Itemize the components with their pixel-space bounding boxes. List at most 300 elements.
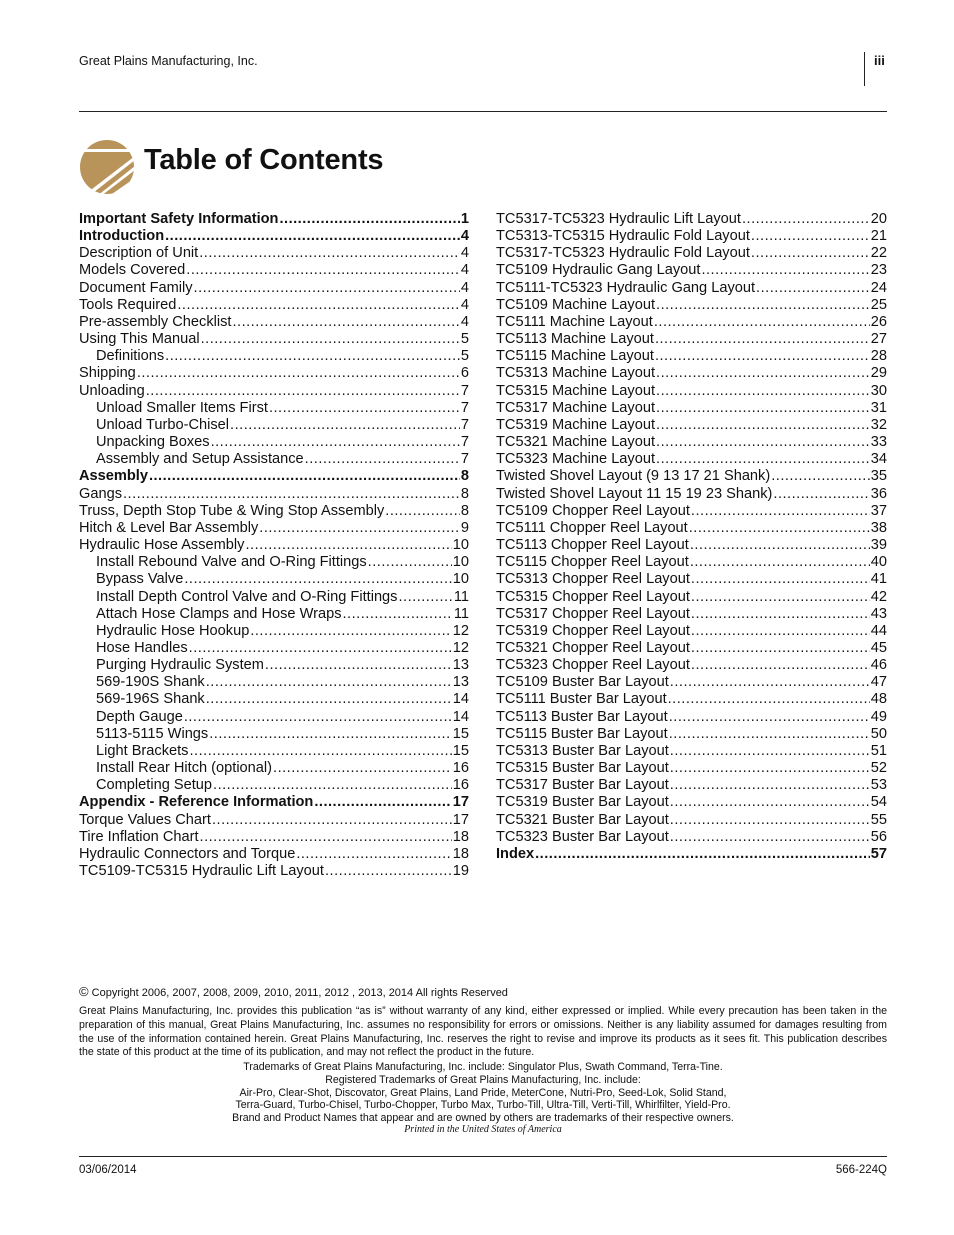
toc-entry[interactable] bbox=[79, 279, 469, 297]
toc-leader-dots bbox=[385, 502, 460, 520]
toc-leader-dots bbox=[232, 313, 459, 331]
toc-leader-dots bbox=[691, 502, 870, 520]
toc-entry-title: Important Safety Information bbox=[79, 211, 279, 227]
toc-entry-page: 25 bbox=[870, 296, 887, 313]
toc-entry-page: 5 bbox=[460, 348, 469, 365]
toc-entry-title: 569-190S Shank bbox=[96, 674, 205, 691]
toc-leader-dots bbox=[691, 656, 870, 674]
toc-entry[interactable] bbox=[496, 450, 887, 468]
toc-entry[interactable] bbox=[496, 502, 887, 520]
toc-leader-dots bbox=[273, 759, 452, 777]
toc-entry[interactable] bbox=[496, 690, 887, 708]
toc-leader-dots bbox=[259, 519, 460, 537]
toc-entry[interactable] bbox=[79, 244, 469, 262]
toc-entry-page: 1 bbox=[460, 211, 469, 227]
toc-entry-page: 4 bbox=[460, 262, 469, 279]
toc-leader-dots bbox=[305, 450, 460, 468]
toc-entry[interactable] bbox=[496, 811, 887, 829]
toc-entry-page: 10 bbox=[452, 537, 469, 554]
toc-entry-page: 4 bbox=[460, 296, 469, 313]
toc-entry[interactable] bbox=[79, 330, 469, 348]
toc-entry[interactable] bbox=[496, 347, 887, 365]
toc-entry-page: 7 bbox=[460, 434, 469, 451]
toc-entry-title: Unload Smaller Items First bbox=[96, 399, 268, 416]
toc-entry-title: TC5315 Buster Bar Layout bbox=[496, 760, 669, 777]
toc-leader-dots bbox=[689, 519, 870, 537]
toc-leader-dots bbox=[250, 622, 451, 640]
toc-entry-page: 15 bbox=[452, 742, 469, 759]
toc-entry-title: 5113-5115 Wings bbox=[96, 725, 209, 742]
toc-leader-dots bbox=[206, 673, 452, 691]
toc-leader-dots bbox=[742, 210, 870, 228]
toc-entry-title: Truss, Depth Stop Tube & Wing Stop Assembly bbox=[79, 502, 385, 519]
toc-entry-page: 10 bbox=[452, 571, 469, 588]
toc-entry-title: TC5313 Machine Layout bbox=[496, 365, 656, 382]
toc-entry-title: TC5113 Chopper Reel Layout bbox=[496, 537, 689, 554]
toc-entry-page: 56 bbox=[870, 828, 887, 845]
toc-entry-page: 24 bbox=[870, 279, 887, 296]
header-rule bbox=[79, 111, 887, 112]
toc-leader-dots bbox=[189, 742, 451, 760]
toc-entry-page: 5 bbox=[460, 331, 469, 348]
toc-entry[interactable] bbox=[496, 708, 887, 726]
toc-entry-page: 41 bbox=[870, 571, 887, 588]
toc-entry[interactable] bbox=[79, 776, 469, 794]
toc-entry-title: TC5319 Chopper Reel Layout bbox=[496, 622, 690, 639]
toc-leader-dots bbox=[149, 467, 460, 485]
toc-leader-dots bbox=[756, 279, 870, 297]
toc-entry-title: Install Depth Control Valve and O-Ring Fittings bbox=[96, 588, 398, 605]
toc-leader-dots bbox=[212, 811, 452, 829]
toc-entry-title: Index bbox=[496, 845, 535, 862]
disclaimer: Great Plains Manufacturing, Inc. provides this publication “as is” without warranty of any kind, either expressed or implied. While every precaution has been taken in the preparation of this manual, Great Plains Manufacturing, Inc. assumes no responsibility for errors or omissions. Neither is any liability assumed for damages resulting from the use of the information contained herein. Great Plains Manufacturing, Inc. reserves the right to revise and improve its products as it sees fit. This publication describes the state of this product at the time of its publication, and may not reflect the product in the future. bbox=[79, 1005, 887, 1059]
toc-entry-page: 13 bbox=[452, 657, 469, 674]
toc-entry-title: Definitions bbox=[96, 348, 165, 365]
toc-entry-page: 11 bbox=[453, 605, 469, 622]
toc-entry-title: Using This Manual bbox=[79, 331, 200, 348]
toc-entry[interactable] bbox=[496, 673, 887, 691]
printed-in-note: Printed in the United States of America bbox=[404, 1124, 562, 1135]
toc-entry-page: 7 bbox=[460, 451, 469, 468]
toc-entry-title: Install Rebound Valve and O-Ring Fittings bbox=[96, 554, 367, 571]
toc-entry-page: 21 bbox=[870, 228, 887, 245]
toc-leader-dots bbox=[751, 227, 870, 245]
trademarks-line: Registered Trademarks of Great Plains Manufacturing, Inc. include: bbox=[325, 1074, 641, 1086]
toc-entry[interactable] bbox=[79, 467, 469, 485]
toc-entry-page: 12 bbox=[452, 640, 469, 656]
toc-entry[interactable] bbox=[79, 656, 469, 674]
toc-leader-dots bbox=[670, 742, 870, 760]
toc-leader-dots bbox=[189, 639, 452, 657]
toc-entry-page: 44 bbox=[870, 622, 887, 639]
toc-entry-page: 4 bbox=[460, 279, 469, 296]
toc-leader-dots bbox=[656, 416, 870, 434]
toc-entry-page: 42 bbox=[870, 588, 887, 605]
toc-entry-page: 16 bbox=[452, 760, 469, 777]
toc-entry-title: TC5111 Chopper Reel Layout bbox=[496, 519, 688, 536]
toc-entry[interactable] bbox=[79, 793, 469, 811]
toc-entry[interactable] bbox=[496, 519, 887, 537]
copyright-line bbox=[79, 984, 508, 999]
toc-entry-title: TC5321 Chopper Reel Layout bbox=[496, 640, 690, 656]
toc-entry[interactable] bbox=[79, 416, 469, 434]
toc-leader-dots bbox=[668, 690, 870, 708]
toc-entry-title: Unpacking Boxes bbox=[96, 434, 210, 451]
toc-entry[interactable] bbox=[79, 742, 469, 760]
toc-entry-title: Description of Unit bbox=[79, 245, 199, 262]
page-title: Table of Contents bbox=[144, 144, 384, 176]
great-plains-logo-icon bbox=[79, 138, 135, 196]
toc-entry[interactable] bbox=[79, 588, 469, 606]
toc-entry[interactable] bbox=[496, 399, 887, 417]
toc-leader-dots bbox=[265, 656, 452, 674]
toc-entry-title: TC5323 Machine Layout bbox=[496, 451, 656, 468]
toc-leader-dots bbox=[771, 467, 870, 485]
toc-entry[interactable] bbox=[496, 261, 887, 279]
toc-entry-title: Appendix - Reference Information bbox=[79, 794, 314, 811]
toc-entry-page: 40 bbox=[870, 554, 887, 571]
toc-leader-dots bbox=[773, 485, 869, 503]
footer-date: 03/06/2014 bbox=[79, 1164, 137, 1176]
toc-entry[interactable] bbox=[79, 725, 469, 743]
toc-entry-title: Unloading bbox=[79, 382, 145, 399]
toc-entry-title: 569-196S Shank bbox=[96, 691, 205, 708]
toc-entry-page: 34 bbox=[870, 451, 887, 468]
toc-entry[interactable] bbox=[496, 210, 887, 228]
trademarks-line: Terra-Guard, Turbo-Chisel, Turbo-Chopper, Turbo Max, Turbo-Till, Ultra-Till, Verti-Till, Whirlfilter, Yield-Pro. bbox=[235, 1099, 731, 1111]
toc-entry-title: TC5109 Hydraulic Gang Layout bbox=[496, 262, 701, 279]
toc-entry[interactable] bbox=[496, 828, 887, 846]
toc-entry[interactable] bbox=[496, 639, 887, 657]
toc-entry-title: TC5313-TC5315 Hydraulic Fold Layout bbox=[496, 228, 750, 245]
toc-entry-page: 36 bbox=[870, 485, 887, 502]
toc-entry-page: 7 bbox=[460, 382, 469, 399]
toc-entry[interactable] bbox=[496, 553, 887, 571]
toc-leader-dots bbox=[206, 690, 452, 708]
toc-entry-page: 53 bbox=[870, 777, 887, 794]
toc-entry-title: Hose Handles bbox=[96, 640, 188, 656]
toc-entry-page: 20 bbox=[870, 211, 887, 227]
toc-entry-title: Twisted Shovel Layout (9 13 17 21 Shank) bbox=[496, 468, 771, 485]
toc-entry-page: 4 bbox=[460, 313, 469, 330]
toc-entry-title: TC5313 Buster Bar Layout bbox=[496, 742, 669, 759]
toc-entry-title: Tools Required bbox=[79, 296, 177, 313]
toc-leader-dots bbox=[691, 588, 870, 606]
toc-entry[interactable] bbox=[79, 570, 469, 588]
toc-entry[interactable] bbox=[79, 227, 469, 245]
toc-entry-title: Assembly bbox=[79, 468, 148, 485]
toc-entry-page: 12 bbox=[452, 622, 469, 639]
toc-entry-page: 8 bbox=[460, 485, 469, 502]
toc-entry-page: 4 bbox=[460, 245, 469, 262]
toc-entry-page: 8 bbox=[460, 502, 469, 519]
toc-entry-title: TC5115 Chopper Reel Layout bbox=[496, 554, 689, 571]
toc-entry[interactable] bbox=[79, 553, 469, 571]
toc-leader-dots bbox=[656, 382, 870, 400]
toc-entry[interactable] bbox=[496, 433, 887, 451]
toc-entry-page: 57 bbox=[870, 845, 887, 862]
toc-leader-dots bbox=[656, 364, 870, 382]
toc-entry[interactable] bbox=[496, 296, 887, 314]
toc-entry-title: TC5111 Machine Layout bbox=[496, 313, 653, 330]
toc-leader-dots bbox=[199, 244, 460, 262]
toc-entry[interactable] bbox=[79, 845, 469, 863]
toc-entry-title: TC5317 Buster Bar Layout bbox=[496, 777, 669, 794]
toc-entry-page: 28 bbox=[870, 348, 887, 365]
toc-leader-dots bbox=[325, 862, 452, 880]
toc-entry[interactable] bbox=[496, 416, 887, 434]
toc-entry-page: 43 bbox=[870, 605, 887, 622]
toc-leader-dots bbox=[670, 828, 870, 846]
toc-leader-dots bbox=[200, 828, 452, 846]
toc-entry[interactable] bbox=[496, 656, 887, 674]
toc-entry[interactable] bbox=[496, 793, 887, 811]
toc-entry-title: Unload Turbo-Chisel bbox=[96, 416, 230, 433]
toc-entry[interactable] bbox=[496, 759, 887, 777]
toc-entry[interactable] bbox=[496, 244, 887, 262]
toc-entry-title: TC5321 Buster Bar Layout bbox=[496, 811, 669, 828]
toc-entry[interactable] bbox=[79, 485, 469, 503]
toc-entry-page: 23 bbox=[870, 262, 887, 279]
toc-leader-dots bbox=[137, 364, 460, 382]
toc-entry-page: 52 bbox=[870, 760, 887, 777]
toc-entry[interactable] bbox=[79, 708, 469, 726]
toc-entry-title: Models Covered bbox=[79, 262, 186, 279]
toc-leader-dots bbox=[296, 845, 451, 863]
toc-entry-page: 10 bbox=[452, 554, 469, 571]
toc-entry[interactable] bbox=[79, 296, 469, 314]
toc-entry-page: 29 bbox=[870, 365, 887, 382]
header-company: Great Plains Manufacturing, Inc. bbox=[79, 54, 258, 68]
toc-entry[interactable] bbox=[496, 588, 887, 606]
toc-entry-page: 4 bbox=[460, 228, 469, 245]
toc-entry-title: TC5115 Buster Bar Layout bbox=[496, 725, 668, 742]
toc-entry-page: 30 bbox=[870, 382, 887, 399]
toc-entry[interactable] bbox=[79, 673, 469, 691]
toc-entry-title: TC5313 Chopper Reel Layout bbox=[496, 571, 690, 588]
toc-entry-title: Pre-assembly Checklist bbox=[79, 313, 232, 330]
toc-entry-page: 37 bbox=[870, 502, 887, 519]
toc-entry[interactable] bbox=[496, 313, 887, 331]
toc-leader-dots bbox=[691, 639, 870, 657]
trademarks-line: Trademarks of Great Plains Manufacturing, Inc. include: Singulator Plus, Swath Command, Terra-Tine. bbox=[243, 1061, 723, 1073]
toc-entry[interactable] bbox=[496, 776, 887, 794]
toc-entry[interactable] bbox=[496, 570, 887, 588]
toc-entry-title: TC5109 Buster Bar Layout bbox=[496, 674, 669, 691]
toc-leader-dots bbox=[146, 382, 460, 400]
footer-doc-number: 566-224Q bbox=[835, 1164, 887, 1176]
toc-entry-title: TC5109-TC5315 Hydraulic Lift Layout bbox=[79, 863, 324, 880]
toc-leader-dots bbox=[691, 605, 870, 623]
toc-entry-title: Hydraulic Hose Hookup bbox=[96, 622, 250, 639]
toc-entry[interactable] bbox=[496, 364, 887, 382]
toc-entry-page: 38 bbox=[870, 519, 887, 536]
toc-entry-title: TC5315 Machine Layout bbox=[496, 382, 656, 399]
toc-entry[interactable] bbox=[79, 347, 469, 365]
toc-entry-page: 7 bbox=[460, 399, 469, 416]
trademarks-line: Air-Pro, Clear-Shot, Discovator, Great Plains, Land Pride, MeterCone, Nutri-Pro, Seed-Lok, Solid Stand, bbox=[239, 1087, 727, 1099]
toc-entry[interactable] bbox=[496, 845, 887, 863]
toc-entry-page: 33 bbox=[870, 434, 887, 451]
toc-leader-dots bbox=[213, 776, 452, 794]
toc-entry-page: 32 bbox=[870, 416, 887, 433]
header-divider bbox=[864, 52, 865, 86]
toc-entry-title: Twisted Shovel Layout 11 15 19 23 Shank) bbox=[496, 485, 773, 502]
toc-entry-title: Bypass Valve bbox=[96, 571, 184, 588]
toc-entry-page: 8 bbox=[460, 468, 469, 485]
toc-leader-dots bbox=[690, 553, 870, 571]
toc-leader-dots bbox=[279, 210, 459, 228]
toc-leader-dots bbox=[691, 622, 870, 640]
toc-entry-page: 11 bbox=[453, 588, 469, 605]
toc-leader-dots bbox=[655, 347, 870, 365]
toc-entry[interactable] bbox=[79, 261, 469, 279]
toc-entry-title: TC5321 Machine Layout bbox=[496, 434, 656, 451]
toc-leader-dots bbox=[230, 416, 460, 434]
toc-entry[interactable] bbox=[496, 536, 887, 554]
toc-leader-dots bbox=[165, 347, 460, 365]
toc-entry-title: TC5315 Chopper Reel Layout bbox=[496, 588, 690, 605]
toc-leader-dots bbox=[184, 570, 451, 588]
toc-entry-page: 22 bbox=[870, 245, 887, 262]
toc-entry[interactable] bbox=[79, 382, 469, 400]
toc-leader-dots bbox=[669, 725, 870, 743]
toc-entry[interactable] bbox=[79, 690, 469, 708]
toc-entry-page: 7 bbox=[460, 416, 469, 433]
toc-leader-dots bbox=[656, 296, 870, 314]
toc-entry[interactable] bbox=[79, 519, 469, 537]
toc-leader-dots bbox=[314, 793, 451, 811]
toc-leader-dots bbox=[269, 399, 460, 417]
toc-leader-dots bbox=[184, 708, 452, 726]
toc-entry[interactable] bbox=[79, 828, 469, 846]
toc-entry-page: 39 bbox=[870, 537, 887, 554]
toc-entry-title: TC5111 Buster Bar Layout bbox=[496, 691, 667, 708]
toc-entry-title: TC5319 Buster Bar Layout bbox=[496, 794, 669, 811]
toc-entry[interactable] bbox=[79, 364, 469, 382]
toc-entry-title: Purging Hydraulic System bbox=[96, 657, 264, 674]
toc-leader-dots bbox=[670, 793, 870, 811]
toc-entry[interactable] bbox=[496, 227, 887, 245]
toc-entry-page: 51 bbox=[870, 742, 887, 759]
toc-entry[interactable] bbox=[79, 622, 469, 640]
toc-entry-title: Gangs bbox=[79, 485, 122, 502]
toc-entry-page: 18 bbox=[452, 828, 469, 845]
footer-rule bbox=[79, 1156, 887, 1157]
toc-entry[interactable] bbox=[79, 399, 469, 417]
toc-leader-dots bbox=[670, 811, 870, 829]
toc-entry[interactable] bbox=[79, 862, 469, 880]
toc-entry-page: 18 bbox=[452, 845, 469, 862]
toc-entry-page: 16 bbox=[452, 777, 469, 794]
toc-leader-dots bbox=[201, 330, 460, 348]
toc-entry[interactable] bbox=[496, 742, 887, 760]
toc-entry-title: Assembly and Setup Assistance bbox=[96, 451, 304, 468]
toc-entry[interactable] bbox=[496, 382, 887, 400]
toc-leader-dots bbox=[654, 313, 870, 331]
toc-leader-dots bbox=[211, 433, 460, 451]
toc-entry-page: 9 bbox=[460, 519, 469, 536]
toc-leader-dots bbox=[670, 776, 870, 794]
toc-entry[interactable] bbox=[79, 811, 469, 829]
toc-entry[interactable] bbox=[496, 485, 887, 503]
toc-entry-page: 6 bbox=[460, 365, 469, 382]
toc-leader-dots bbox=[656, 450, 870, 468]
toc-entry[interactable] bbox=[79, 210, 469, 228]
toc-entry-title: Tire Inflation Chart bbox=[79, 828, 199, 845]
page-number: iii bbox=[874, 53, 885, 68]
toc-entry[interactable] bbox=[79, 536, 469, 554]
toc-entry[interactable] bbox=[79, 759, 469, 777]
trademarks-line: Brand and Product Names that appear and are owned by others are trademarks of their respective owners. bbox=[232, 1112, 734, 1124]
toc-entry[interactable] bbox=[496, 725, 887, 743]
toc-leader-dots bbox=[669, 708, 870, 726]
toc-entry[interactable] bbox=[79, 313, 469, 331]
toc-leader-dots bbox=[656, 433, 870, 451]
toc-leader-dots bbox=[165, 227, 460, 245]
copyright-symbol: © bbox=[79, 984, 89, 999]
toc-entry-title: TC5109 Machine Layout bbox=[496, 296, 656, 313]
toc-entry[interactable] bbox=[79, 639, 469, 657]
toc-entry-page: 19 bbox=[452, 863, 469, 880]
toc-entry-title: Completing Setup bbox=[96, 777, 213, 794]
toc-entry-title: TC5323 Buster Bar Layout bbox=[496, 828, 669, 845]
toc-entry-page: 49 bbox=[870, 708, 887, 725]
toc-entry-page: 48 bbox=[870, 691, 887, 708]
toc-entry-title: Introduction bbox=[79, 228, 165, 245]
toc-entry-page: 27 bbox=[870, 331, 887, 348]
toc-entry[interactable] bbox=[496, 467, 887, 485]
toc-entry-page: 45 bbox=[870, 640, 887, 656]
toc-entry-page: 15 bbox=[452, 725, 469, 742]
toc-entry-title: Shipping bbox=[79, 365, 136, 382]
toc-entry-title: Document Family bbox=[79, 279, 193, 296]
toc-leader-dots bbox=[751, 244, 870, 262]
toc-entry[interactable] bbox=[79, 605, 469, 623]
toc-leader-dots bbox=[670, 759, 870, 777]
toc-entry-title: Hydraulic Connectors and Torque bbox=[79, 845, 296, 862]
toc-entry-title: Light Brackets bbox=[96, 742, 189, 759]
toc-entry-page: 50 bbox=[870, 725, 887, 742]
toc-entry-page: 46 bbox=[870, 657, 887, 674]
toc-leader-dots bbox=[655, 330, 870, 348]
copyright-text: Copyright 2006, 2007, 2008, 2009, 2010, 2011, 2012 , 2013, 2014 All rights Reserved bbox=[91, 987, 508, 999]
toc-leader-dots bbox=[209, 725, 452, 743]
toc-leader-dots bbox=[701, 261, 869, 279]
toc-entry-title: TC5317 Machine Layout bbox=[496, 399, 656, 416]
toc-entry[interactable] bbox=[496, 279, 887, 297]
toc-entry[interactable] bbox=[496, 622, 887, 640]
toc-entry-title: Attach Hose Clamps and Hose Wraps bbox=[96, 605, 342, 622]
toc-entry-page: 17 bbox=[452, 811, 469, 828]
toc-entry-page: 55 bbox=[870, 811, 887, 828]
toc-entry-page: 35 bbox=[870, 468, 887, 485]
toc-leader-dots bbox=[535, 845, 870, 863]
toc-entry-title: TC5109 Chopper Reel Layout bbox=[496, 502, 690, 519]
toc-leader-dots bbox=[186, 261, 460, 279]
toc-leader-dots bbox=[398, 588, 452, 606]
toc-entry[interactable] bbox=[79, 433, 469, 451]
toc-entry-title: TC5319 Machine Layout bbox=[496, 416, 656, 433]
toc-entry[interactable] bbox=[496, 330, 887, 348]
toc-leader-dots bbox=[245, 536, 451, 554]
toc-entry[interactable] bbox=[79, 502, 469, 520]
toc-entry-page: 14 bbox=[452, 691, 469, 708]
toc-entry-title: TC5113 Machine Layout bbox=[496, 331, 654, 348]
toc-leader-dots bbox=[123, 485, 460, 503]
toc-entry[interactable] bbox=[496, 605, 887, 623]
toc-entry[interactable] bbox=[79, 450, 469, 468]
